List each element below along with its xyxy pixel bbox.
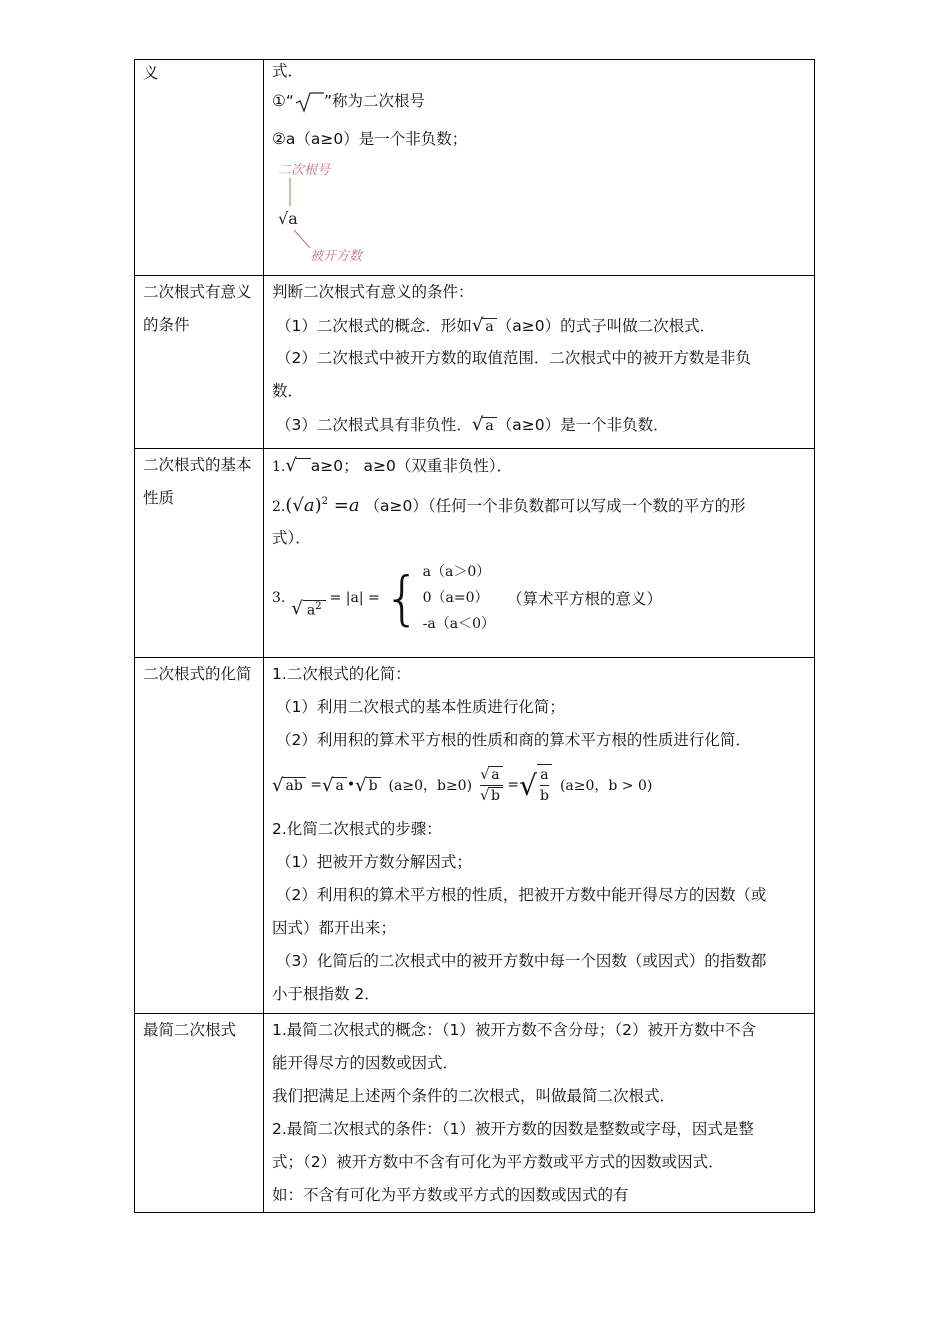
text-line: 1.最简二次根式的概念：（1）被开方数不含分母；（2）被开方数中不含 — [272, 1021, 757, 1039]
text-line: 1.二次根式的化简： — [272, 665, 411, 683]
text-line: （2）二次根式中被开方数的取值范围．二次根式中的被开方数是非负 — [276, 349, 751, 367]
text-line: 小于根指数 2． — [272, 985, 380, 1003]
row-content-cell — [264, 658, 815, 1014]
formula-simplify: √ ab = √ a • √ b (a≥0，b≥0) $\frac{√ a}{√ b}$ = √ a b (a≥0，b > 0) — [272, 757, 810, 813]
row-label: 二次根式有意义的条件 — [143, 283, 252, 334]
text-line: 式． — [272, 62, 304, 80]
radical-icon: √ — [291, 597, 303, 619]
text-line: 2.最简二次根式的条件：（1）被开方数的因数是整数或字母，因式是整 — [272, 1120, 754, 1138]
table-row — [135, 60, 815, 276]
table-row — [135, 658, 815, 1014]
row-label: 义 — [143, 64, 159, 82]
row-content-cell — [264, 449, 815, 658]
text-line: 数． — [272, 382, 304, 400]
case-item: a（a＞0） — [422, 564, 491, 580]
radical-icon: √ — [471, 414, 484, 435]
text-line: （1）利用二次根式的基本性质进行化简； — [276, 698, 565, 716]
text-line: 判断二次根式有意义的条件： — [272, 283, 474, 301]
radical-icon — [294, 91, 324, 113]
diagram-radical: √a — [278, 209, 298, 228]
formula-abs-value: 3. √ $a^2$ = |a| = { a（a＞0） 0（a=0） -a（a＜0） （算术平方根的意义） — [272, 555, 810, 641]
row-content-cell — [264, 60, 815, 276]
diagram-top-label: 二次根号 — [278, 163, 331, 178]
text-line: 能开得尽方的因数或因式． — [272, 1054, 459, 1072]
text-line: （3）二次根式具有非负性．√ a （a≥0）是一个非负数． — [276, 414, 669, 435]
row-label: 最简二次根式 — [143, 1021, 237, 1039]
text-line: $2.(√a)^2 =a$ （a≥0）（任何一个非负数都可以写成一个数的平方的形 — [272, 495, 746, 516]
row-label-cell — [135, 449, 264, 658]
text-line: 式；（2）被开方数中不含有可化为平方数或平方式的因数或因式． — [272, 1153, 724, 1171]
row-label-cell — [135, 60, 264, 276]
row-label-cell — [135, 1014, 264, 1213]
row-content-cell — [264, 1014, 815, 1213]
case-list — [423, 559, 495, 637]
text-line: 式）． — [272, 529, 311, 547]
formula-square-root-squared: $(√a)^2 =a$ — [285, 495, 360, 516]
text-line: （2）利用积的算术平方根的性质和商的算术平方根的性质进行化简． — [276, 731, 751, 749]
row-content-cell — [264, 276, 815, 449]
diagram-bottom-label: 被开方数 — [310, 249, 363, 264]
text-line: （1）把被开方数分解因式； — [276, 853, 472, 871]
row-label: 二次根式的化简 — [143, 665, 252, 683]
table-row — [135, 1014, 815, 1213]
radical-icon: √ — [471, 315, 484, 336]
radical-icon: √ — [285, 455, 297, 476]
case-item: -a（a＜0） — [422, 616, 495, 632]
text-line: ②a（a≥0）是一个非负数； — [272, 130, 468, 148]
table-row — [135, 449, 815, 658]
text-line: （3）化简后的二次根式中的被开方数中每一个因数（或因式）的指数都 — [276, 952, 767, 970]
case-item: 0（a=0） — [422, 590, 489, 606]
row-label-cell — [135, 658, 264, 1014]
table-row — [135, 276, 815, 449]
knowledge-table — [134, 59, 815, 1213]
row-label: 二次根式的基本性质 — [143, 456, 252, 507]
text-line: 我们把满足上述两个条件的二次根式，叫做最简二次根式． — [272, 1087, 676, 1105]
text-line: （1）二次根式的概念．形如√ a （a≥0）的式子叫做二次根式． — [276, 315, 716, 336]
text-line: 1.√ a≥0； a≥0（双重非负性）． — [272, 455, 513, 476]
text-line: ①“ ”称为二次根号 — [272, 82, 810, 120]
text-line: （2）利用积的算术平方根的性质，把被开方数中能开得尽方的因数（或 — [276, 886, 767, 904]
text-line: 2.化简二次根式的步骤： — [272, 820, 442, 838]
text-line: 如：不含有可化为平方数或平方式的因数或因式的有 — [272, 1186, 629, 1204]
row-label-cell — [135, 276, 264, 449]
text-line: 因式）都开出来； — [272, 919, 397, 937]
radical-diagram — [272, 160, 392, 270]
